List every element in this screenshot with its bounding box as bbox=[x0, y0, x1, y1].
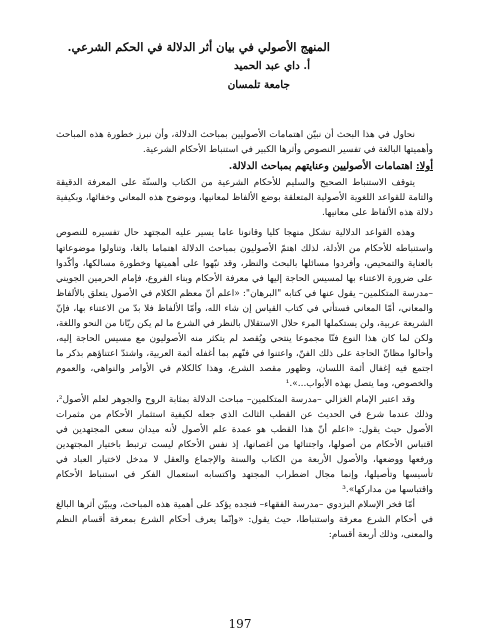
section-heading bbox=[56, 159, 433, 175]
article-body bbox=[56, 128, 433, 543]
author-name: أ. داي عبد الحميد bbox=[234, 60, 310, 72]
body-paragraph-1: يتوقف الاستنباط الصحيح والسليم للأحكام الشرعية من الكتاب والسنّة على المعرفة الدقيقة والتامة للقواعد اللغوية الأصولية المتعلقة بوضع الألفاظ لمعانيها، وبوضوح هذه المعاني وخفائها، وبكيفية دلالة هذه الألفاظ على معانيها. bbox=[56, 178, 433, 219]
section-heading-text: اهتمامات الأصوليين وعنايتهم بمباحث الدلالة. bbox=[228, 161, 416, 173]
page-number: 197 bbox=[228, 617, 252, 631]
body-paragraph-2: وهذه القواعد الدلالية تشكل منهجا كليا وقانونا عاما يسير عليه المجتهد حال تفسيره للنصوص واستنباطه للأحكام من الأدلة، لذلك اهتمّ الأصوليون بمباحث الدلالة اهتماما بالغا، وتناولوا موضوعاتها بالعناية والتمحيص، وأفردوا مسائلها بالبحث والنظر، وقد نبّهوا على أهميتها وخطورة مسالكها، وأكّدوا على ضرورة الاعتناء بها لمسيس الحاجة إليها في معرفة الأحكام وبناء الفروع، فإمام الحرمين الجويني –مدرسة المتكلمين– يقول عنها في كتابه "البرهان": «اعلم أنّ معظم الكلام في الأصول يتعلق بالألفاظ والمعاني، أمّا المعاني فستأتي في كتاب القياس إن شاء الله، وأمّا الألفاظ فلا بدّ من الاعتناء بها، فإنّ الشريعة عربية، ولن يستكملها المرء حلال الاستقلال بالنظر في الشرع ما لم يكن ريّانا من النحو واللغة، ولكن لما كان هذا النوع فنّا مجموعا ينتحي ويُقصد لم يتكثر منه الأصوليون مع مسيس الحاجة إليه، وأحالوا مظانّ الحاجة على ذلك الفنّ، واعتنوا في فنّهم بما أغفله أئمة العربية، واشتدّ اعتناؤهم بذكر ما اجتمع فيه إغفال أئمة اللسان، وظهور مقصد الشرع، وهذا كالكلام في الأوامر والنواهي، والعموم والخصوص، وما يتصل بهذه الأبواب...».¹ bbox=[56, 228, 433, 390]
body-paragraph-3: وقد اعتبر الإمام الغزالي –مدرسة المتكلمين– مباحث الدلالة بمثابة الروح والجوهر لعلم الأصول²، وذلك عندما شرع في الحديث عن القطب الثالث الذي جعله لكيفية استثمار الأحكام من مثمرات الأصول حيث يقول: «اعلم أنّ هذا القطب هو عمدة علم الأصول لأنه ميدان سعي المجتهدين في اقتباس الأحكام من أصولها، واجتنائها من أغصانها، إذ نفس الأحكام ليست ترتبط باختيار المجتهدين ورفعها ووضعها، والأصول الأربعة من الكتاب والسنة والإجماع والعقل لا مدخل لاختيار العباد في تأسيسها وتأصيلها، وإنما مجال اضطراب المجتهد واكتسابه استعمال الفكر في استنباط الأحكام واقتباسها من مداركها».³ bbox=[56, 394, 433, 496]
article-title: المنهج الأصولي في بيان أثر الدلالة في الحكم الشرعي. bbox=[67, 40, 330, 54]
body-paragraph-4: أمّا فخر الإسلام البزدوي –مدرسة الفقهاء– فنجده يؤكد على أهمية هذه المباحث، ويبيّن أثرها البالغ في أحكام الشرع معرفة واستنباطا، حيث يقول: «وإنّما يعرف أحكام الشرع بمعرفة أقسام النظم والمعنى، وذلك أربعة أقسام: bbox=[56, 500, 433, 541]
author-affiliation: جامعة تلمسان bbox=[227, 79, 290, 91]
section-number: أولا: bbox=[415, 161, 433, 173]
intro-paragraph: نحاول في هذا البحث أن نبيّن اهتمامات الأصوليين بمباحث الدلالة، وأن نبرز خطورة هذه المباحث وأهميتها البالغة في تفسير النصوص وأثرها الكبير في استنباط الأحكام الشرعية. bbox=[56, 130, 433, 156]
